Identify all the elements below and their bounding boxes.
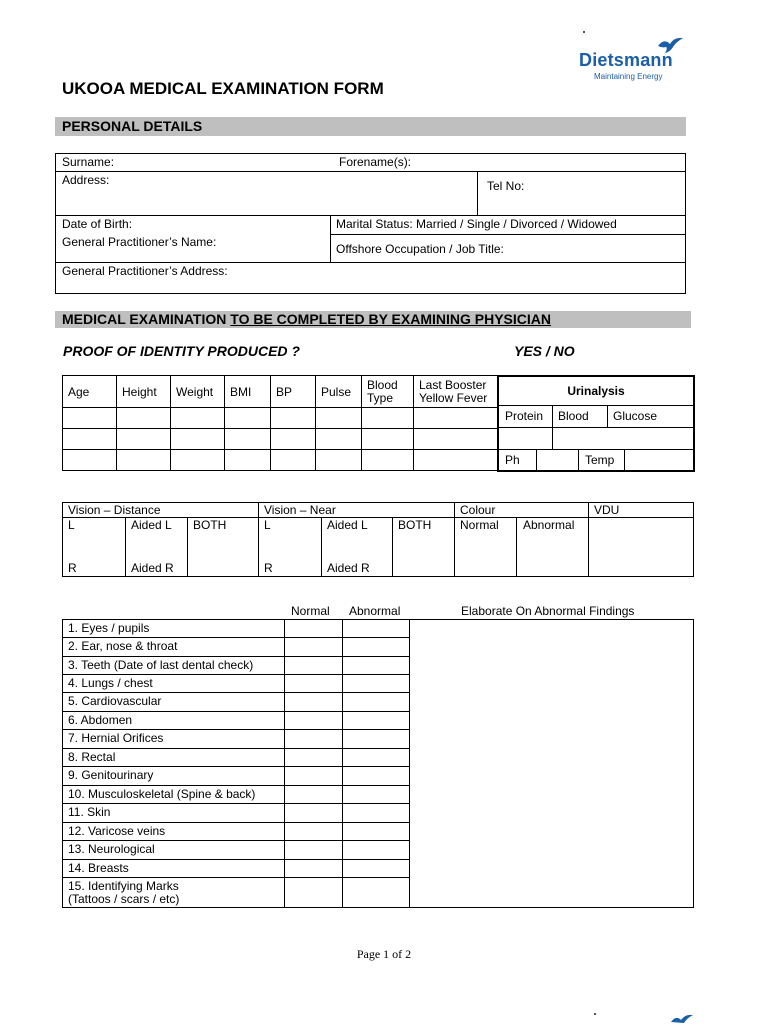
near-aided-l-label: Aided L <box>327 518 368 532</box>
elaborate-findings-area[interactable] <box>410 620 693 907</box>
weight-header: Weight <box>171 376 225 408</box>
checklist-abnormal-cell[interactable] <box>343 638 409 656</box>
vitals-cell[interactable] <box>117 408 171 429</box>
vitals-cell[interactable] <box>225 450 271 471</box>
near-l-label: L <box>264 518 271 532</box>
vision-distance-header: Vision – Distance <box>68 503 161 517</box>
vitals-cell[interactable] <box>414 408 498 429</box>
checklist-item-13: 13. Neurological <box>68 842 155 856</box>
checklist-item-3: 3. Teeth (Date of last dental check) <box>68 658 254 672</box>
checklist-abnormal-cell[interactable] <box>343 693 409 711</box>
checklist-normal-cell[interactable] <box>285 675 342 692</box>
distance-l-label: L <box>68 518 75 532</box>
distance-both-label: BOTH <box>193 518 227 532</box>
pulse-header: Pulse <box>316 376 362 408</box>
proof-of-identity-label: PROOF OF IDENTITY PRODUCED ? <box>63 343 300 359</box>
surname-field[interactable]: Surname: <box>62 155 115 169</box>
bmi-header: BMI <box>225 376 271 408</box>
colour-header: Colour <box>460 503 496 517</box>
glucose-label: Glucose <box>613 409 658 423</box>
checklist-abnormal-cell[interactable] <box>343 620 409 637</box>
abnormal-column-header: Abnormal <box>349 604 401 618</box>
near-aided-r-label: Aided R <box>327 561 370 575</box>
vitals-cell[interactable] <box>117 450 171 471</box>
distance-r-label: R <box>68 561 77 575</box>
checklist-abnormal-cell[interactable] <box>343 712 409 729</box>
checklist-normal-cell[interactable] <box>285 638 342 656</box>
vitals-cell[interactable] <box>316 429 362 450</box>
gp-address-field[interactable]: General Practitioner’s Address: <box>62 264 228 278</box>
forenames-field[interactable]: Forename(s): <box>339 155 412 169</box>
vitals-cell[interactable] <box>225 408 271 429</box>
page-number: Page 1 of 2 <box>356 947 412 961</box>
checklist-item-10: 10. Musculoskeletal (Spine & back) <box>68 787 256 801</box>
vitals-cell[interactable] <box>316 450 362 471</box>
logo-name: Dietsmann <box>579 50 673 70</box>
checklist-abnormal-cell[interactable] <box>343 804 409 822</box>
gp-name-field[interactable]: General Practitioner’s Name: <box>62 235 217 249</box>
proof-yes-no-option[interactable]: YES / NO <box>514 343 575 359</box>
vitals-cell[interactable] <box>63 450 117 471</box>
height-header: Height <box>117 376 171 408</box>
dob-field[interactable]: Date of Birth: <box>62 217 133 231</box>
ph-label: Ph <box>505 453 520 467</box>
vitals-cell[interactable] <box>271 408 316 429</box>
footer-bird-logo-icon <box>669 1014 693 1024</box>
checklist-normal-cell[interactable] <box>285 767 342 785</box>
page-title: UKOOA MEDICAL EXAMINATION FORM <box>62 79 384 98</box>
checklist-normal-cell[interactable] <box>285 823 342 840</box>
personal-details-heading: PERSONAL DETAILS <box>55 117 686 136</box>
temp-label: Temp <box>585 453 615 467</box>
checklist-normal-cell[interactable] <box>285 749 342 766</box>
vitals-cell[interactable] <box>171 408 225 429</box>
vitals-cell[interactable] <box>225 429 271 450</box>
vitals-cell[interactable] <box>63 408 117 429</box>
distance-aided-r-label: Aided R <box>131 561 174 575</box>
checklist-item-6: 6. Abdomen <box>68 713 133 727</box>
vitals-cell[interactable] <box>414 429 498 450</box>
vitals-cell[interactable] <box>316 408 362 429</box>
vitals-cell[interactable] <box>63 429 117 450</box>
yellow-fever-header: Last Booster Yellow Fever <box>414 376 498 408</box>
checklist-item-2: 2. Ear, nose & throat <box>68 639 178 653</box>
medical-exam-heading: MEDICAL EXAMINATION TO BE COMPLETED BY EXAMINING PHYSICIAN <box>55 311 691 328</box>
occupation-field[interactable]: Offshore Occupation / Job Title: <box>336 242 504 256</box>
vitals-table <box>62 375 498 471</box>
vitals-cell[interactable] <box>414 450 498 471</box>
tel-field[interactable]: Tel No: <box>487 179 525 193</box>
checklist-normal-cell[interactable] <box>285 730 342 748</box>
checklist-normal-cell[interactable] <box>285 693 342 711</box>
checklist-item-14: 14. Breasts <box>68 861 129 875</box>
checklist-item-1: 1. Eyes / pupils <box>68 621 150 635</box>
checklist-item-4: 4. Lungs / chest <box>68 676 153 690</box>
checklist-item-9: 9. Genitourinary <box>68 768 154 782</box>
blood-label: Blood <box>558 409 589 423</box>
checklist-abnormal-cell[interactable] <box>343 860 409 877</box>
logo-dot <box>583 31 585 33</box>
checklist-item-15: 15. Identifying Marks <box>68 879 179 893</box>
age-header: Age <box>63 376 117 408</box>
checklist-normal-cell[interactable] <box>285 878 342 908</box>
checklist-normal-cell[interactable] <box>285 860 342 877</box>
protein-label: Protein <box>505 409 544 423</box>
distance-aided-l-label: Aided L <box>131 518 172 532</box>
checklist-item-15-line2: (Tattoos / scars / etc) <box>68 892 180 906</box>
checklist-abnormal-cell[interactable] <box>343 823 409 840</box>
checklist-abnormal-cell[interactable] <box>343 749 409 766</box>
footer-logo-dot <box>594 1013 596 1015</box>
colour-abnormal-label: Abnormal <box>523 518 575 532</box>
checklist-normal-cell[interactable] <box>285 841 342 859</box>
colour-normal-label: Normal <box>460 518 499 532</box>
checklist-abnormal-cell[interactable] <box>343 657 409 674</box>
marital-status-field[interactable]: Marital Status: Married / Single / Divorced / Widowed <box>336 217 617 231</box>
vitals-cell[interactable] <box>271 429 316 450</box>
elaborate-column-header: Elaborate On Abnormal Findings <box>461 604 635 618</box>
checklist-abnormal-cell[interactable] <box>343 730 409 748</box>
checklist-abnormal-cell[interactable] <box>343 767 409 785</box>
checklist-normal-cell[interactable] <box>285 657 342 674</box>
vitals-cell[interactable] <box>362 450 414 471</box>
checklist-abnormal-cell[interactable] <box>343 675 409 692</box>
vitals-cell[interactable] <box>171 450 225 471</box>
checklist-abnormal-cell[interactable] <box>343 878 409 908</box>
checklist-item-8: 8. Rectal <box>68 750 116 764</box>
vdu-header: VDU <box>594 503 620 517</box>
vitals-cell[interactable] <box>362 429 414 450</box>
checklist-normal-cell[interactable] <box>285 786 342 803</box>
checklist-abnormal-cell[interactable] <box>343 786 409 803</box>
vitals-cell[interactable] <box>362 408 414 429</box>
checklist-normal-cell[interactable] <box>285 712 342 729</box>
bp-header: BP <box>271 376 316 408</box>
checklist-normal-cell[interactable] <box>285 620 342 637</box>
logo-tagline: Maintaining Energy <box>594 72 663 81</box>
checklist-item-12: 12. Varicose veins <box>68 824 166 838</box>
checklist-normal-cell[interactable] <box>285 804 342 822</box>
vitals-cell[interactable] <box>271 450 316 471</box>
urinalysis-title: Urinalysis <box>567 384 625 398</box>
vitals-cell[interactable] <box>171 429 225 450</box>
normal-column-header: Normal <box>291 604 330 618</box>
near-r-label: R <box>264 561 273 575</box>
checklist-item-5: 5. Cardiovascular <box>68 694 162 708</box>
vitals-cell[interactable] <box>117 429 171 450</box>
blood-type-header: Blood Type <box>362 376 414 408</box>
address-field[interactable]: Address: <box>62 173 110 187</box>
checklist-item-7: 7. Hernial Orifices <box>68 731 164 745</box>
checklist-abnormal-cell[interactable] <box>343 841 409 859</box>
near-both-label: BOTH <box>398 518 432 532</box>
vision-near-header: Vision – Near <box>264 503 336 517</box>
checklist-item-11: 11. Skin <box>68 805 111 819</box>
